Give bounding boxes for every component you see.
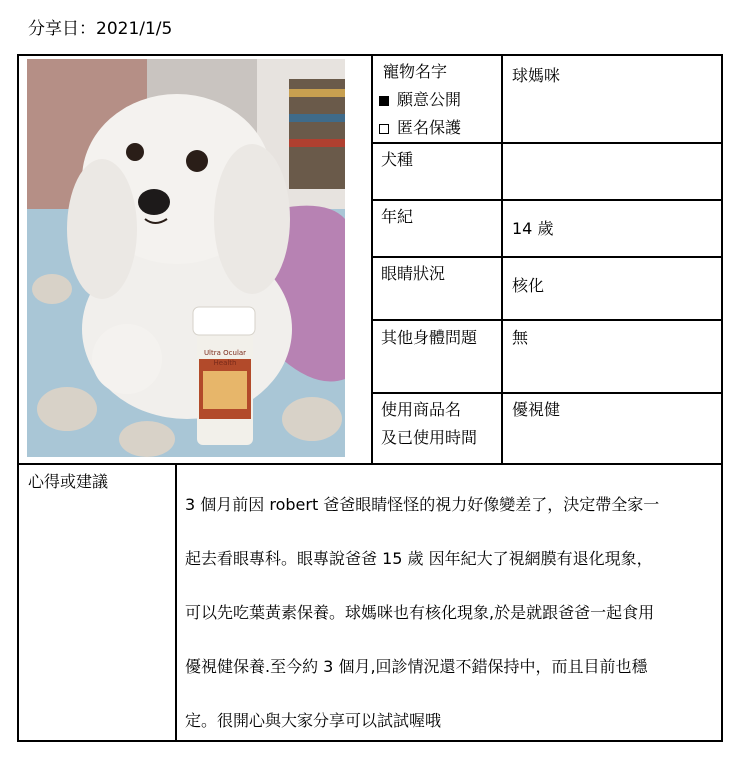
- grid-line: [501, 54, 503, 464]
- eye-condition-value: 核化: [512, 276, 545, 295]
- share-date: 分享日：2021/1/5: [28, 19, 173, 39]
- feedback-line: 起去看眼專科。眼專說爸爸 15 歲 因年紀大了視網膜有退化現象，: [185, 549, 653, 568]
- public-option-label: 願意公開: [397, 90, 462, 109]
- grid-line: [371, 319, 723, 321]
- product-label-line1: 使用商品名: [381, 400, 462, 419]
- feedback-line: 3 個月前因 robert 爸爸眼睛怪怪的視力好像變差了，決定帶全家一: [185, 495, 660, 514]
- checked-checkbox-icon: [379, 96, 389, 106]
- feedback-line: 優視健保養.至今約 3 個月,回診情況還不錯保持中，而且目前也穩: [185, 657, 648, 676]
- bottle-label-line2: Health: [213, 359, 237, 367]
- other-health-label: 其他身體問題: [381, 328, 478, 347]
- age-value: 14 歲: [512, 219, 554, 238]
- pet-name-value: 球媽咪: [512, 66, 561, 85]
- grid-line: [371, 392, 723, 394]
- grid-line: [17, 463, 723, 465]
- unchecked-checkbox-icon: [379, 124, 389, 134]
- grid-line: [371, 54, 373, 464]
- feedback-line: 可以先吃葉黃素保養。球媽咪也有核化現象,於是就跟爸爸一起食用: [185, 603, 655, 622]
- grid-line: [371, 199, 723, 201]
- feedback-text: [185, 478, 715, 748]
- feedback-line: 定。很開心與大家分享可以試試喔哦: [185, 711, 442, 730]
- grid-line: [175, 463, 177, 742]
- age-label: 年紀: [381, 207, 414, 226]
- feedback-label: 心得或建議: [28, 472, 109, 491]
- grid-line: [371, 142, 723, 144]
- pet-photo: [27, 59, 345, 457]
- product-value: 優視健: [512, 400, 561, 419]
- public-option: [379, 86, 461, 114]
- other-health-value: 無: [512, 328, 529, 347]
- eye-condition-label: 眼睛狀況: [381, 264, 446, 283]
- bottle-label-line1: Ultra Ocular: [203, 349, 247, 357]
- grid-line: [371, 256, 723, 258]
- pet-name-label: 寵物名字: [383, 62, 448, 81]
- anonymous-option: [379, 114, 461, 142]
- breed-label: 犬種: [381, 150, 414, 169]
- product-label-line2: 及已使用時間: [381, 428, 478, 447]
- anonymous-option-label: 匿名保護: [397, 118, 462, 137]
